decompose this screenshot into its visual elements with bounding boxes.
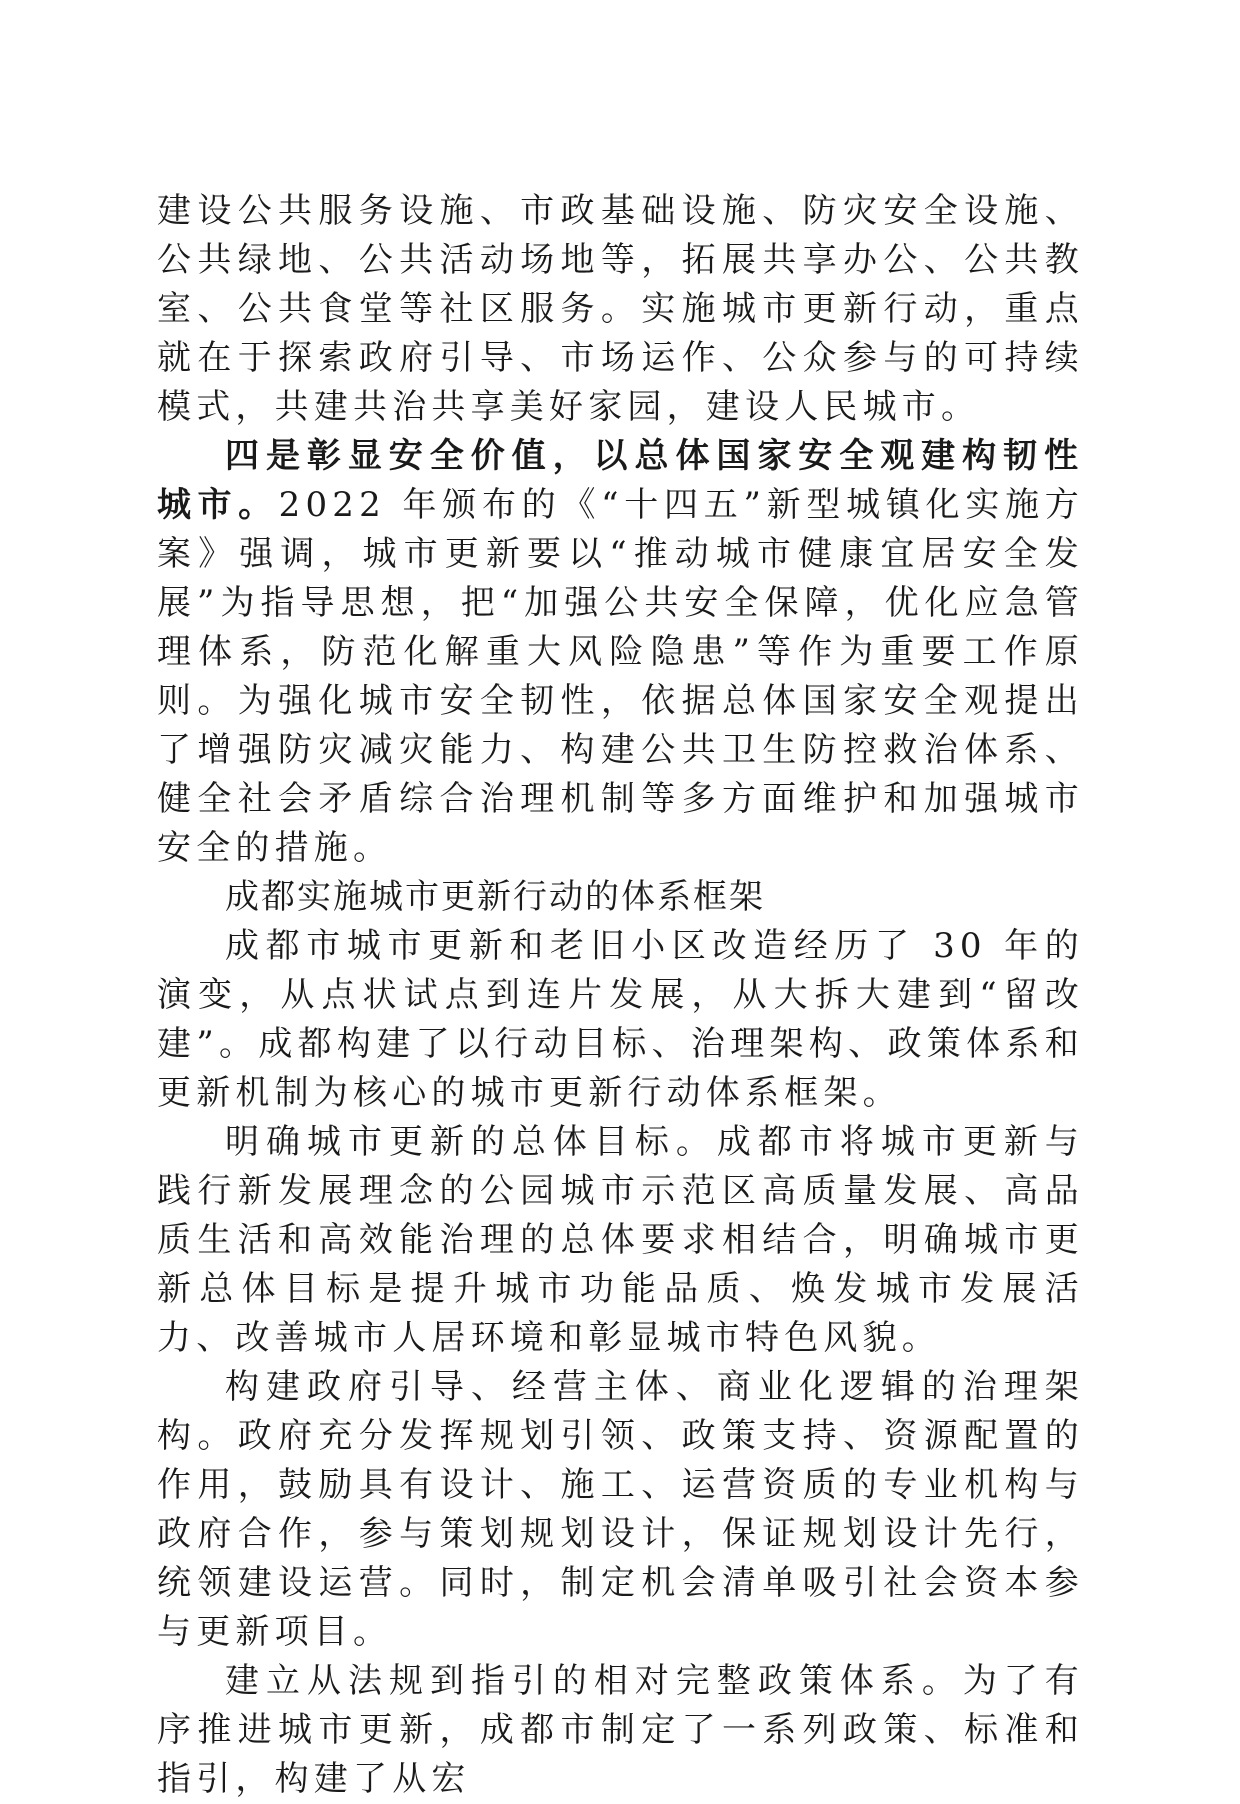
document-page	[157, 187, 1084, 1804]
paragraph-safety-body: 2022 年颁布的《“十四五”新型城镇化实施方案》强调，城市更新要以“推动城市健康宜居安全发展”为指导思想，把“加强公共安全保障，优化应急管理体系，防范化解重大风险隐患”等作为重要工作原则。为强化城市安全韧性，依据总体国家安全观提出了增强防灾减灾能力、构建公共卫生防控救治体系、健全社会矛盾综合治理机制等多方面维护和加强城市安全的措施。	[157, 485, 1085, 868]
paragraph-evolution: 成都市城市更新和老旧小区改造经历了 30 年的演变，从点状试点到连片发展，从大拆大建到“留改建”。成都构建了以行动目标、治理架构、政策体系和更新机制为核心的城市更新行动体系框架。	[157, 926, 1084, 1113]
paragraph-safety-value	[157, 432, 1084, 873]
section-heading: 成都实施城市更新行动的体系框架	[225, 877, 765, 917]
paragraph-policy-system: 建立从法规到指引的相对完整政策体系。为了有序推进城市更新，成都市制定了一系列政策、标准和指引，构建了从宏	[157, 1661, 1084, 1799]
paragraph-governance: 构建政府引导、经营主体、商业化逻辑的治理架构。政府充分发挥规划引领、政策支持、资源配置的作用，鼓励具有设计、施工、运营资质的专业机构与政府合作，参与策划规划设计，保证规划设计先行，统领建设运营。同时，制定机会清单吸引社会资本参与更新项目。	[157, 1367, 1084, 1652]
paragraph-public-services: 建设公共服务设施、市政基础设施、防灾安全设施、公共绿地、公共活动场地等，拓展共享办公、公共教室、公共食堂等社区服务。实施城市更新行动，重点就在于探索政府引导、市场运作、公众参与的可持续模式，共建共治共享美好家园，建设人民城市。	[157, 191, 1084, 427]
paragraph-goals: 明确城市更新的总体目标。成都市将城市更新与践行新发展理念的公园城市示范区高质量发展、高品质生活和高效能治理的总体要求相结合，明确城市更新总体目标是提升城市功能品质、焕发城市发展活力、改善城市人居环境和彰显城市特色风貌。	[157, 1122, 1084, 1358]
paragraph-lead-bold: 四是彰显安全价值，以总体国家安全观建构韧性城市。	[157, 436, 1084, 525]
